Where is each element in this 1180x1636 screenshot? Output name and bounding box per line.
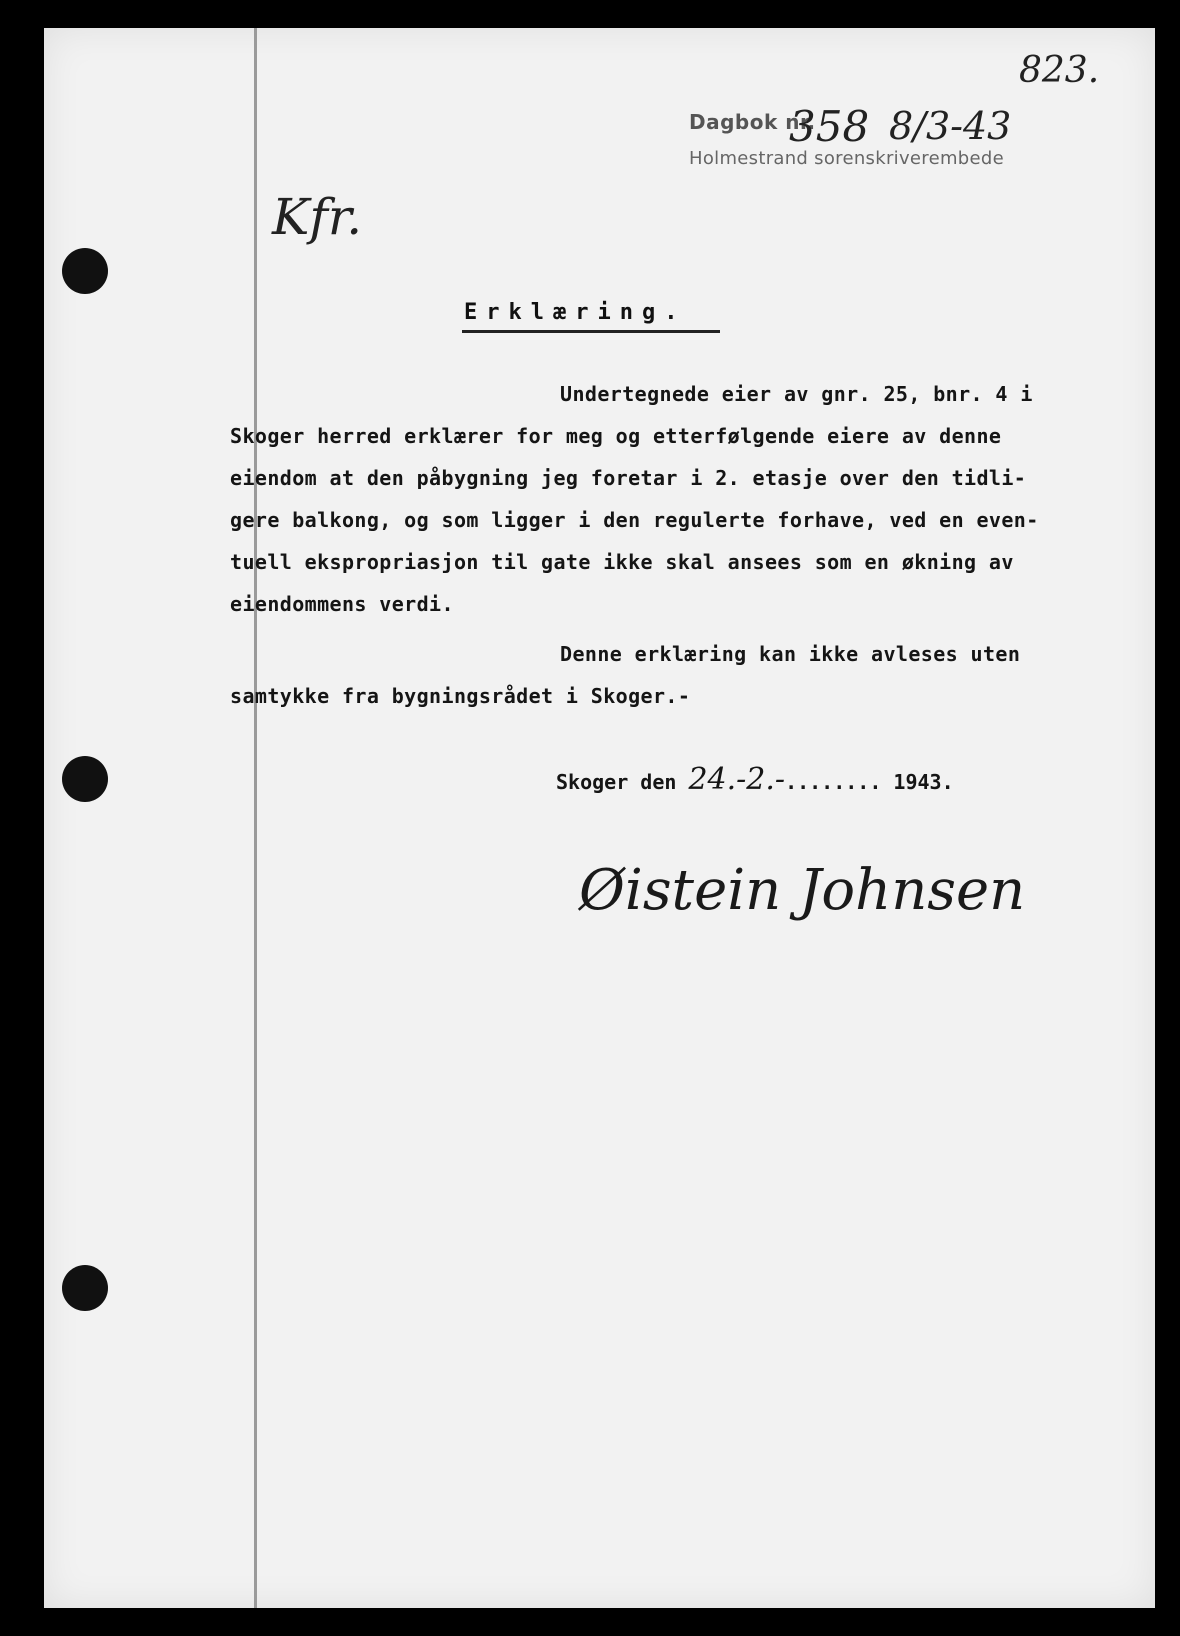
document-page <box>44 28 1155 1608</box>
punch-hole <box>62 248 108 294</box>
document-title: Erklæring. <box>464 300 687 325</box>
paragraph-line: Undertegnede eier av gnr. 25, bnr. 4 i <box>560 382 1033 406</box>
margin-line <box>254 28 257 1608</box>
place-and-date <box>556 762 954 797</box>
stamp-dagbok-label: Dagbok nr. <box>689 110 816 134</box>
stamp-office-name: Holmestrand sorenskriverembede <box>689 148 1004 169</box>
year: 1943. <box>881 770 954 794</box>
paragraph-line: tuell ekspropriasjon til gate ikke skal ansees som en økning av <box>230 550 1014 574</box>
punch-hole <box>62 1265 108 1311</box>
handwritten-date: 24.-2.- <box>688 762 786 797</box>
punch-hole <box>62 756 108 802</box>
paragraph-line: gere balkong, og som ligger i den regulerte forhave, ved en even- <box>230 508 1039 532</box>
handwritten-initials: Kfr. <box>272 188 363 246</box>
dagbok-date: 8/3-43 <box>889 104 1012 148</box>
paragraph-line: eiendom at den påbygning jeg foretar i 2. etasje over den tidli- <box>230 466 1027 490</box>
paragraph-line: Denne erklæring kan ikke avleses uten <box>560 642 1021 666</box>
date-dots: ........ <box>785 770 882 794</box>
page-number: 823. <box>1019 50 1100 91</box>
paragraph-line: eiendommens verdi. <box>230 592 454 616</box>
signature: Øistein Johnsen <box>579 858 1026 923</box>
paragraph-line: Skoger herred erklærer for meg og etterfølgende eiere av denne <box>230 424 1002 448</box>
title-underline <box>462 330 720 333</box>
place-prefix: Skoger den <box>556 770 689 794</box>
paragraph-line: samtykke fra bygningsrådet i Skoger.- <box>230 684 691 708</box>
dagbok-number: 358 <box>789 102 870 151</box>
